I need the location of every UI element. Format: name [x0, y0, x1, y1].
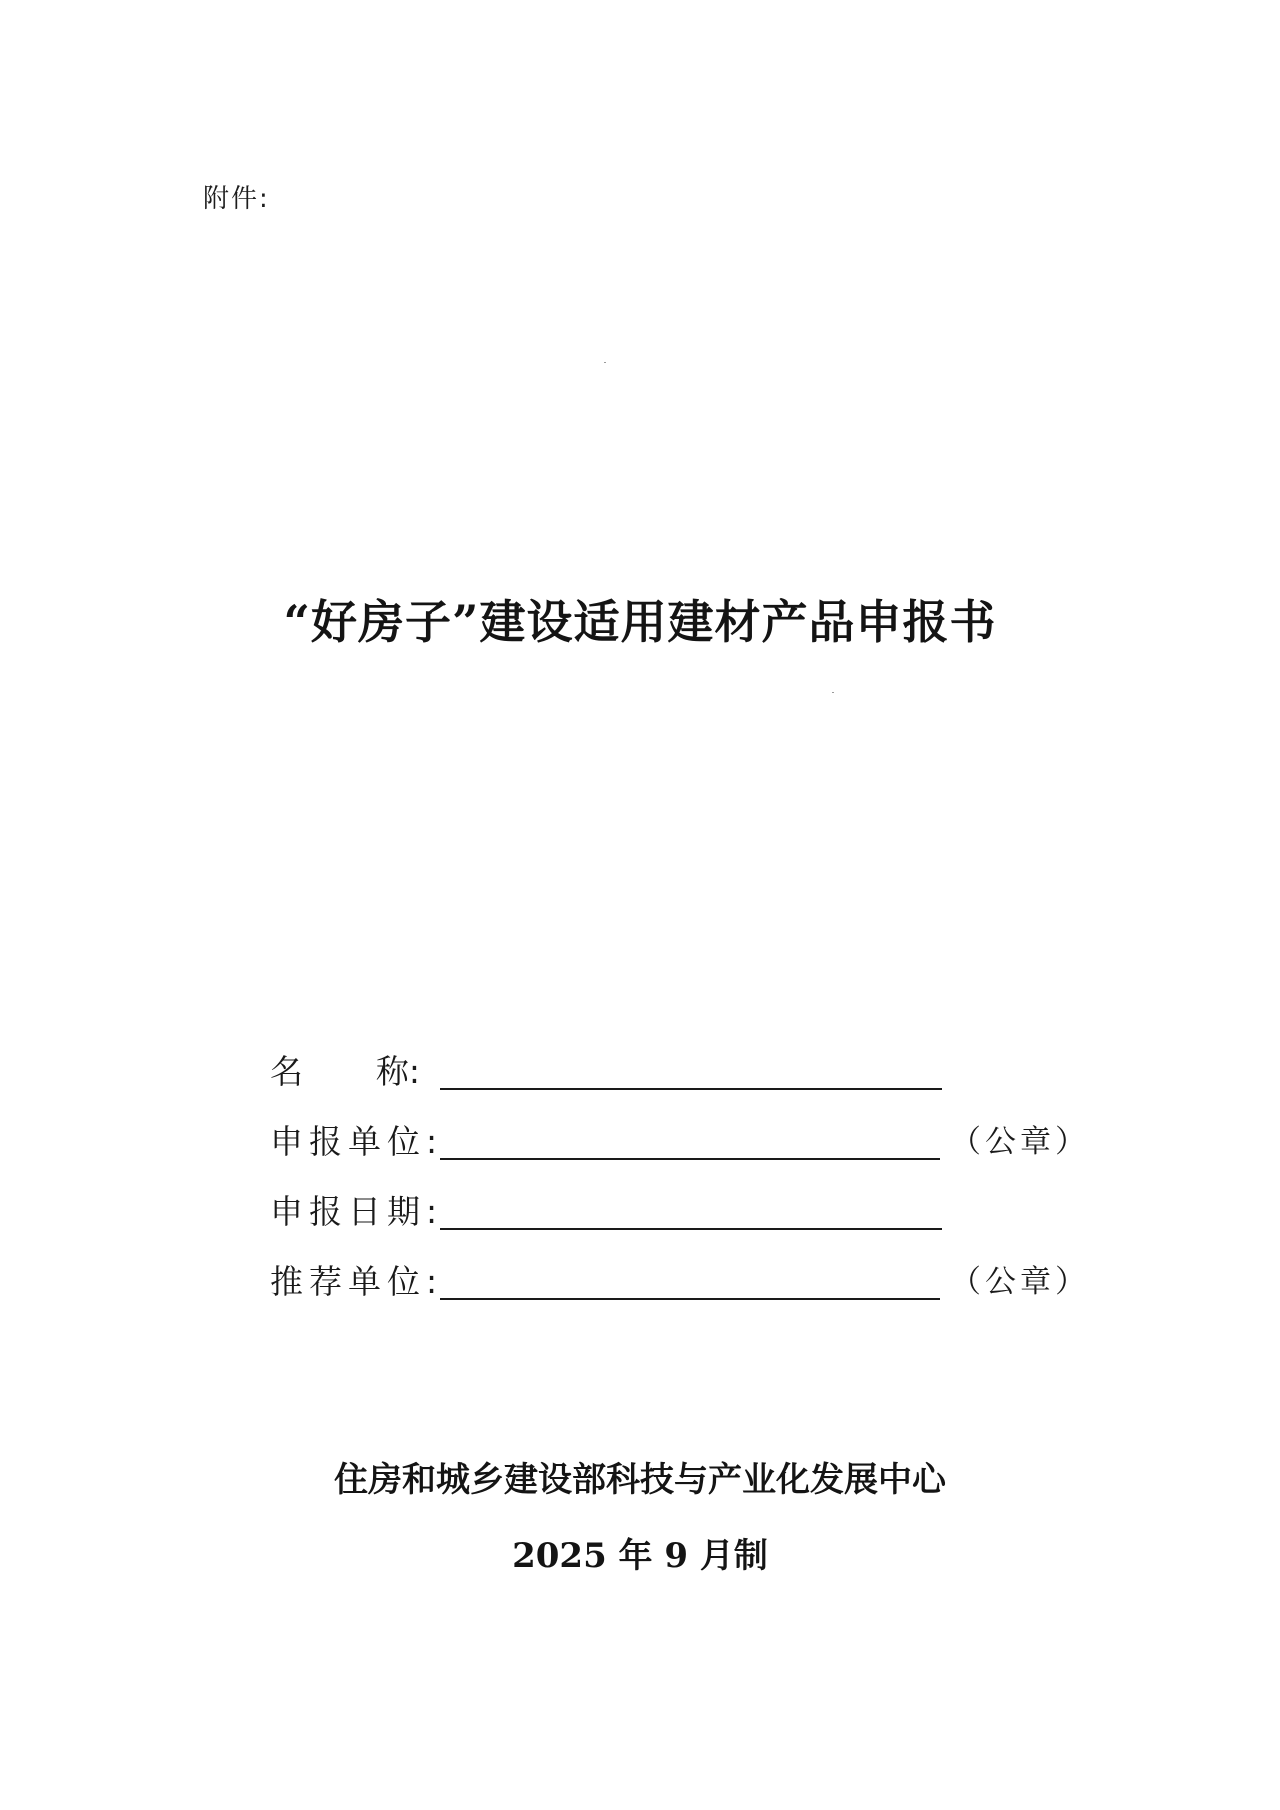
attachment-label: 附件:: [203, 184, 270, 214]
scan-speck: [604, 362, 606, 363]
form-row-name: [270, 1022, 1090, 1092]
issuer-name: 住房和城乡建设部科技与产业化发展中心: [334, 1460, 946, 1500]
document-title: “好房子”建设适用建材产品申报书: [283, 595, 997, 649]
application-form: [270, 1022, 1090, 1302]
apply-date-label: 申报日期:: [270, 1192, 444, 1231]
scan-speck: [832, 692, 834, 693]
form-row-applicant: [270, 1092, 1090, 1162]
name-label: [270, 1052, 440, 1092]
name-label-part-2: 称:: [375, 1052, 420, 1091]
name-label-part-1: 名: [270, 1052, 303, 1091]
name-field-line[interactable]: [440, 1048, 942, 1090]
recommender-field-line[interactable]: [440, 1258, 940, 1300]
applicant-field-line[interactable]: [440, 1118, 940, 1160]
form-row-date: [270, 1162, 1090, 1232]
applicant-label: 申报单位:: [270, 1122, 444, 1161]
apply-date-field-line[interactable]: [440, 1188, 942, 1230]
recommender-seal-note: （公章）: [950, 1264, 1090, 1300]
applicant-seal-note: （公章）: [950, 1124, 1090, 1160]
form-row-recommender: [270, 1232, 1090, 1302]
recommender-label: 推荐单位:: [270, 1262, 444, 1301]
issue-date: 2025 年 9 月制: [512, 1536, 768, 1576]
